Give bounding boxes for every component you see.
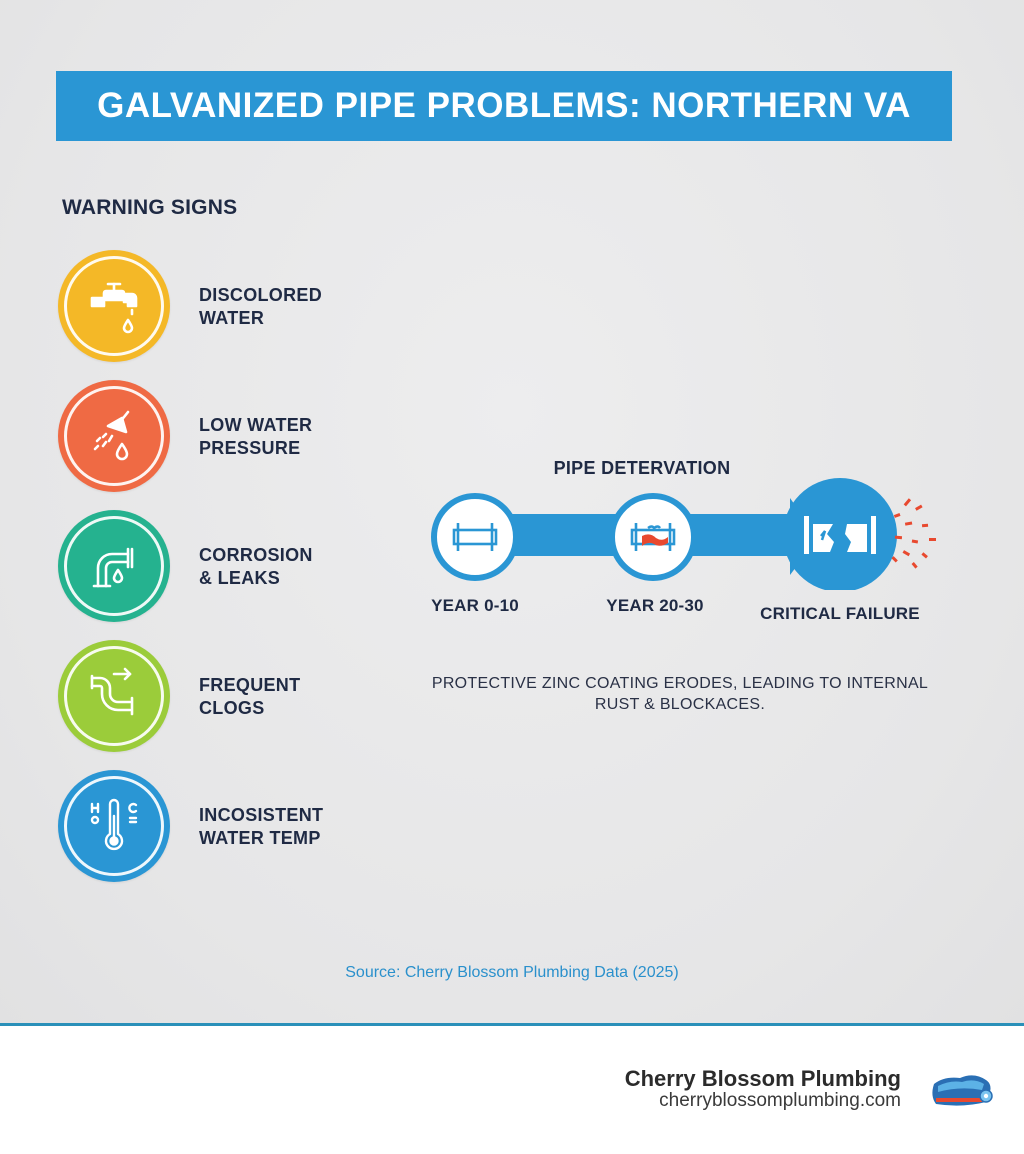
warning-sign-frequent-clogs bbox=[58, 640, 388, 752]
thermometer-icon bbox=[58, 770, 170, 882]
broken-pipe-icon bbox=[783, 478, 936, 590]
deterioration-description: PROTECTIVE ZINC COATING ERODES, LEADING TO INTERNAL RUST & BLOCKACES. bbox=[431, 675, 929, 713]
diagram-title: PIPE DETERVATION bbox=[553, 458, 731, 478]
sign-label: DISCOLORED WATER bbox=[199, 285, 323, 328]
warning-sign-inconsistent-temp bbox=[58, 770, 388, 882]
new-pipe-icon bbox=[434, 496, 516, 578]
warning-sign-discolored-water bbox=[58, 250, 388, 362]
page-title: GALVANIZED PIPE PROBLEMS: NORTHERN VA bbox=[97, 86, 911, 125]
brand-url: cherryblossomplumbing.com bbox=[659, 1090, 901, 1111]
sign-label: INCOSISTENT WATER TEMP bbox=[199, 805, 324, 848]
warning-signs-heading: WARNING SIGNS bbox=[62, 196, 238, 219]
clogged-pipe-icon bbox=[58, 640, 170, 752]
stage-label-year-0-10: YEAR 0-10 bbox=[431, 596, 519, 615]
shower-head-icon bbox=[58, 380, 170, 492]
warning-sign-low-pressure bbox=[58, 380, 388, 492]
sign-label: LOW WATER PRESSURE bbox=[199, 415, 313, 458]
sign-label: FREQUENT CLOGS bbox=[199, 675, 301, 718]
rusted-pipe-icon bbox=[612, 496, 694, 578]
stage-label-critical-failure: CRITICAL FAILURE bbox=[760, 604, 920, 623]
brand-name: Cherry Blossom Plumbing bbox=[624, 1066, 901, 1091]
stage-label-year-20-30: YEAR 20-30 bbox=[606, 596, 704, 615]
title-banner bbox=[56, 71, 952, 141]
brand-logo-icon bbox=[928, 1072, 996, 1110]
source-note: Source: Cherry Blossom Plumbing Data (2025) bbox=[345, 964, 679, 981]
leaking-pipe-icon bbox=[58, 510, 170, 622]
sign-label: CORROSION & LEAKS bbox=[199, 545, 313, 588]
faucet-drip-icon bbox=[58, 250, 170, 362]
warning-sign-corrosion-leaks bbox=[58, 510, 388, 622]
